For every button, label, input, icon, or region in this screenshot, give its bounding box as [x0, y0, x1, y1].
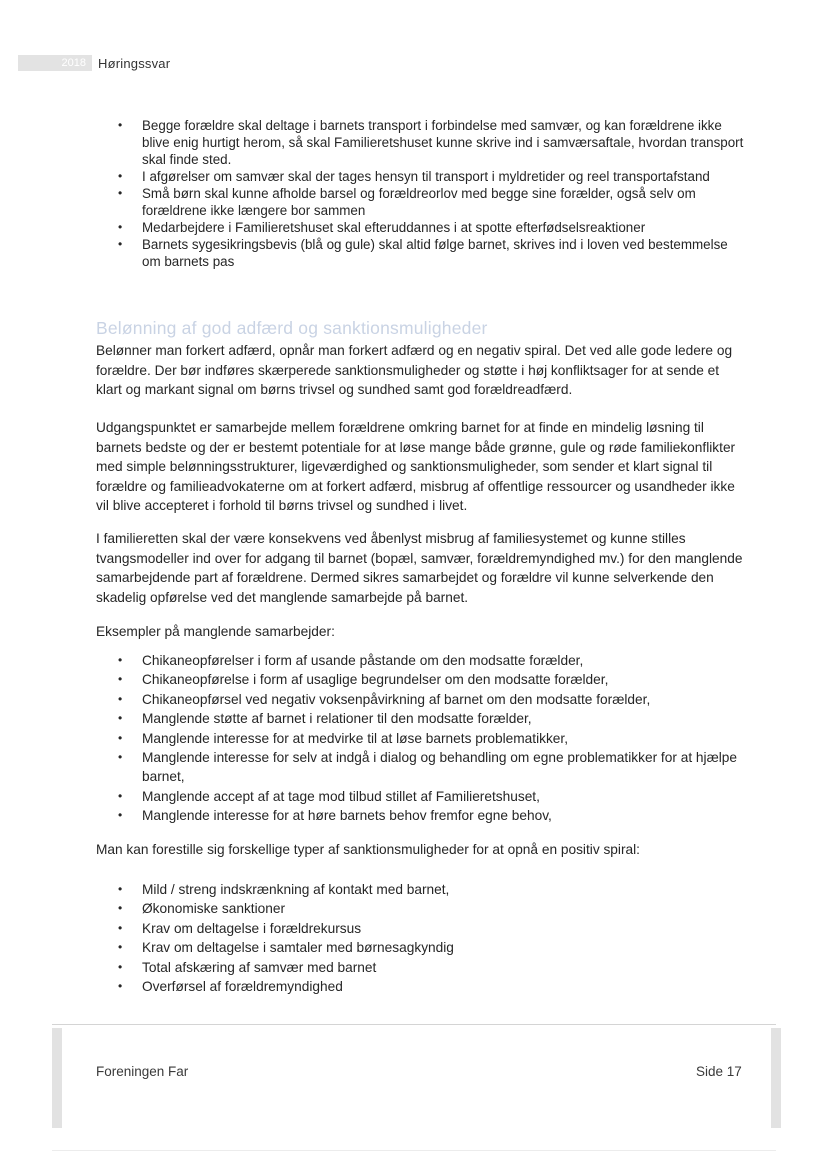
sanction-item-text: Krav om deltagelse i samtaler med børnesagkyndig [142, 940, 454, 956]
bullet-icon: • [118, 901, 123, 916]
paragraph-3: I familieretten skal der være konsekvens ved åbenlyst misbrug af familiesystemet og kunne stilles tvangsmodeller ind over for adgang til barnet (bopæl, samvær, forældremyndighed mv.) for den manglende samarbejdende part af forældrene. Dermed sikres samarbejdet og forældre vil kunne selverkende den skadelig opførelse ved det manglende samarbejde på barnet. [96, 531, 743, 605]
bullet-icon: • [118, 653, 123, 667]
example-item [96, 729, 746, 748]
sanction-item-text: Mild / streng indskrænkning af kontakt med barnet, [142, 882, 450, 897]
intro-bullet-item [96, 219, 746, 236]
bullet-icon: • [118, 730, 123, 745]
sanction-item [96, 899, 746, 918]
intro-bullet-list [96, 117, 746, 270]
example-item [96, 806, 746, 825]
example-item [96, 787, 746, 806]
sanction-item [96, 977, 746, 996]
example-item-text: Chikaneopførsel ved negativ voksenpåvirkning af barnet om den modsatte forælder, [142, 691, 651, 707]
example-item [96, 709, 746, 728]
example-item-text: Manglende interesse for at medvirke til at løse barnets problematikker, [142, 730, 569, 746]
intro-bullet-item-text: Begge forældre skal deltage i barnets transport i forbindelse med samvær, og kan forældrene ikke blive enig hurtigt herom, så skal Familieretshuset kunne skrive ind i samværsaftale, hvordan transport skal finde sted. [142, 118, 744, 167]
bullet-icon: • [118, 920, 123, 935]
bullet-icon: • [118, 237, 123, 251]
bullet-icon: • [118, 959, 123, 974]
paragraph-2: Udgangspunktet er samarbejde mellem forældrene omkring barnet for at finde en mindelig løsning til barnets bedste og der er bestemt potentiale for at løse mange både grønne, gule og røde familiekonflikter med simple belønningsstrukturer, ligeværdighed og sanktionsmuligheder, som sender et klart signal til forældre og familieadvokaterne om at forkert adfærd, misbrug af offentlige ressourcer og usandheder ikke vil blive accepteret i forhold til børns trivsel og sundhed i livet. [96, 420, 736, 514]
footer-right-bar [771, 1028, 781, 1128]
bullet-icon: • [118, 808, 123, 823]
bullet-icon: • [118, 118, 123, 132]
example-item-text: Manglende accept af at tage mod tilbud stillet af Familieretshuset, [142, 788, 540, 804]
intro-bullet-item [96, 168, 746, 185]
sanction-item-text: Økonomiske sanktioner [142, 901, 286, 917]
paragraph-1: Belønner man forkert adfærd, opnår man forkert adfærd og en negativ spiral. Det ved alle gode ledere og forældre. Der bør indføres skærperede sanktionsmuligheder og støtte i høj konfliktsager for at sende et klart og markant signal om børns trivsel og sundhed samt god forældreadfærd. [96, 343, 733, 398]
bullet-icon: • [118, 672, 123, 687]
example-item [96, 690, 746, 709]
bullet-icon: • [118, 788, 123, 803]
bullet-icon: • [118, 691, 123, 706]
footer-left-bar [52, 1028, 62, 1128]
example-item-text: Manglende interesse for at høre barnets behov fremfor egne behov, [142, 808, 552, 824]
bullet-icon: • [118, 220, 123, 234]
paragraph-examples-intro: Eksempler på manglende samarbejder: [96, 624, 335, 639]
page-header [18, 54, 170, 72]
sanction-item-text: Krav om deltagelse i forældrekursus [142, 920, 362, 936]
example-item-text: Chikaneopførelse i form af usaglige begrundelser om den modsatte forælder, [142, 672, 609, 688]
example-item-text: Manglende interesse for selv at indgå i dialog og behandling om egne problematikker for at hjælpe barnet, [142, 750, 738, 785]
example-item [96, 748, 746, 787]
bullet-icon: • [118, 940, 123, 955]
sanction-item [96, 919, 746, 938]
year-badge: 2018 [18, 55, 92, 71]
sanctions-intro: Man kan forestille sig forskellige typer af sanktionsmuligheder for at opnå en positiv spiral: [96, 842, 640, 857]
footer-divider [52, 1024, 776, 1025]
sanctions-list-container [96, 880, 746, 996]
examples-list [96, 651, 746, 826]
intro-bullet-item [96, 236, 746, 270]
sanction-item-text: Total afskæring af samvær med barnet [142, 959, 377, 975]
sanction-item [96, 880, 746, 899]
example-item-text: Chikaneopførelser i form af usande påstande om den modsatte forælder, [142, 653, 584, 668]
footer-page-number: Side 17 [696, 1064, 742, 1079]
bullet-icon: • [118, 186, 123, 200]
header-title: Høringssvar [98, 55, 171, 71]
intro-bullet-item [96, 117, 746, 168]
bullet-icon: • [118, 750, 123, 765]
examples-list-container [96, 651, 746, 826]
bullet-icon: • [118, 711, 123, 726]
sanction-item-text: Overførsel af forældremyndighed [142, 979, 343, 995]
footer-organization: Foreningen Far [96, 1064, 189, 1079]
intro-bullet-item [96, 185, 746, 219]
bullet-icon: • [118, 882, 123, 896]
intro-bullet-item-text: Små børn skal kunne afholde barsel og forældreorlov med begge sine forælder, også selv om forældrene ikke længere bor sammen [142, 186, 696, 218]
sanction-item [96, 958, 746, 977]
example-item [96, 651, 746, 670]
example-item [96, 670, 746, 689]
example-item-text: Manglende støtte af barnet i relationer til den modsatte forælder, [142, 711, 532, 727]
intro-bullet-item-text: I afgørelser om samvær skal der tages hensyn til transport i myldretider og reel transportafstand [142, 169, 710, 184]
sanctions-list [96, 880, 746, 996]
intro-bullet-list-container [96, 117, 746, 270]
bottom-divider [52, 1150, 776, 1151]
section-heading: Belønning af god adfærd og sanktionsmuligheder [96, 318, 488, 338]
bullet-icon: • [118, 979, 123, 994]
bullet-icon: • [118, 169, 123, 183]
intro-bullet-item-text: Medarbejdere i Familieretshuset skal efteruddannes i at spotte efterfødselsreaktioner [142, 220, 646, 235]
intro-bullet-item-text: Barnets sygesikringsbevis (blå og gule) skal altid følge barnet, skrives ind i loven ved bestemmelse om barnets pas [142, 237, 728, 269]
sanction-item [96, 938, 746, 957]
